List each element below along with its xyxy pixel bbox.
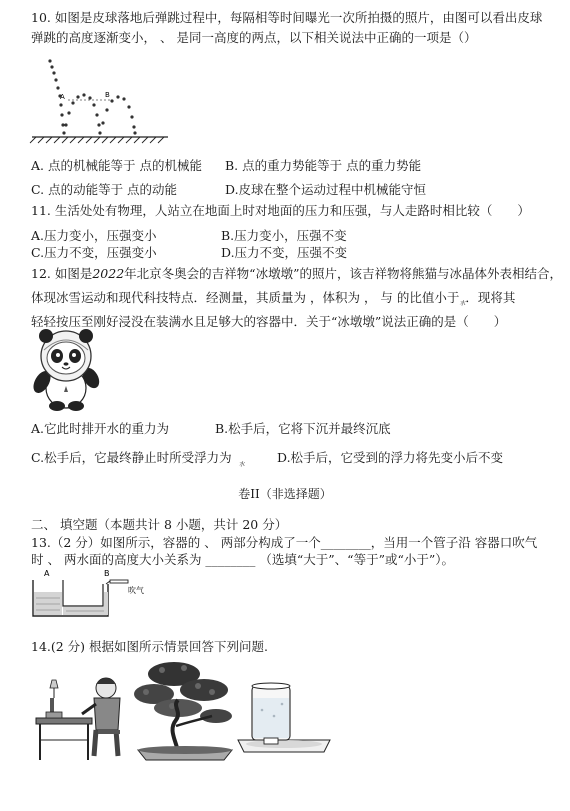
fig13-label-b: B [104, 569, 110, 578]
boy-at-desk-image [32, 668, 132, 764]
water-subscript-c: 水 [238, 461, 245, 468]
bonsai-tree-image [132, 660, 242, 764]
bing-dwen-dwen-image [22, 330, 107, 410]
q12-option-a[interactable]: A.它此时排开水的重力为 [31, 421, 170, 436]
fig13-blow-label: 吹气 [128, 586, 144, 595]
fig-label-a: A [60, 93, 65, 101]
q11-option-a[interactable]: A.压力变小，压强变小 [31, 228, 157, 243]
q12-option-c[interactable]: C.松手后，它最终静止时所受浮力为 $_水$ [31, 450, 245, 468]
q14-stem: 14.(2 分) 根据如图所示情景回答下列问题. [31, 639, 269, 654]
section-title: 卷II（非选择题） [238, 487, 332, 501]
q11-option-b[interactable]: B.压力变小，压强不变 [221, 228, 347, 243]
fig13-label-a: A [44, 569, 50, 578]
q12-year: 2022 [92, 266, 125, 281]
q12-option-d[interactable]: D.松手后，它受到的浮力将先变小后不变 [277, 450, 504, 465]
q10-option-c[interactable]: C. 点的动能等于 点的动能 [31, 182, 178, 197]
connected-container-figure [28, 568, 168, 620]
q10-stem-line1: 10. 如图是皮球落地后弹跳过程中，每隔相等时间曝光一次所拍摄的照片，由图可以看出皮球 [31, 10, 543, 25]
fig-label-b: B [105, 91, 110, 99]
q11-option-d[interactable]: D.压力不变，压强不变 [221, 245, 348, 260]
section-heading: 二、 填空题（本题共计 8 小题，共计 20 分） [31, 517, 288, 532]
q10-option-a[interactable]: A. 点的机械能等于 点的机械能 [31, 158, 202, 173]
water-bottle-tray-image [236, 680, 332, 758]
q10-option-d[interactable]: D.皮球在整个运动过程中机械能守恒 [225, 182, 427, 197]
q12-stem-line2: 体现冰雪运动和现代科技特点．经测量，其质量为 ，体积为 ， 与 的比值小于$_水$．现将其 [31, 290, 516, 307]
q13-stem-line1: 13.（2 分）如图所示，容器的 、 两部分构成了一个________，当用一个管子沿 容器口吹气 [31, 535, 538, 550]
q13-stem-line2: 时 、 两水面的高度大小关系为 ________ （选填“大于”、“等于”或“小于”）。 [31, 552, 454, 567]
q11-stem: 11. 生活处处有物理，人站立在地面上时对地面的压力和压强，与人走路时相比较（ ） [31, 203, 530, 218]
q12-stem-line1: 12. 如图是2022年北京冬奥会的吉祥物“冰墩墩”的照片，该吉祥物将熊猫与冰晶体外表相结合， [31, 266, 562, 281]
q12-option-b[interactable]: B.松手后，它将下沉并最终沉底 [215, 421, 391, 436]
q10-stem-line2: 弹跳的高度逐渐变小， 、 是同一高度的两点，以下相关说法中正确的一项是（） [31, 30, 477, 45]
water-subscript: 水 [459, 300, 466, 307]
q11-option-c[interactable]: C.压力不变，压强变小 [31, 245, 157, 260]
q10-option-b[interactable]: B. 点的重力势能等于 点的重力势能 [225, 158, 422, 173]
bouncing-ball-figure [28, 55, 178, 147]
q12-stem-line3: 轻轻按压至刚好浸没在装满水且足够大的容器中．关于“冰墩墩”说法正确的是（ ） [31, 314, 507, 329]
